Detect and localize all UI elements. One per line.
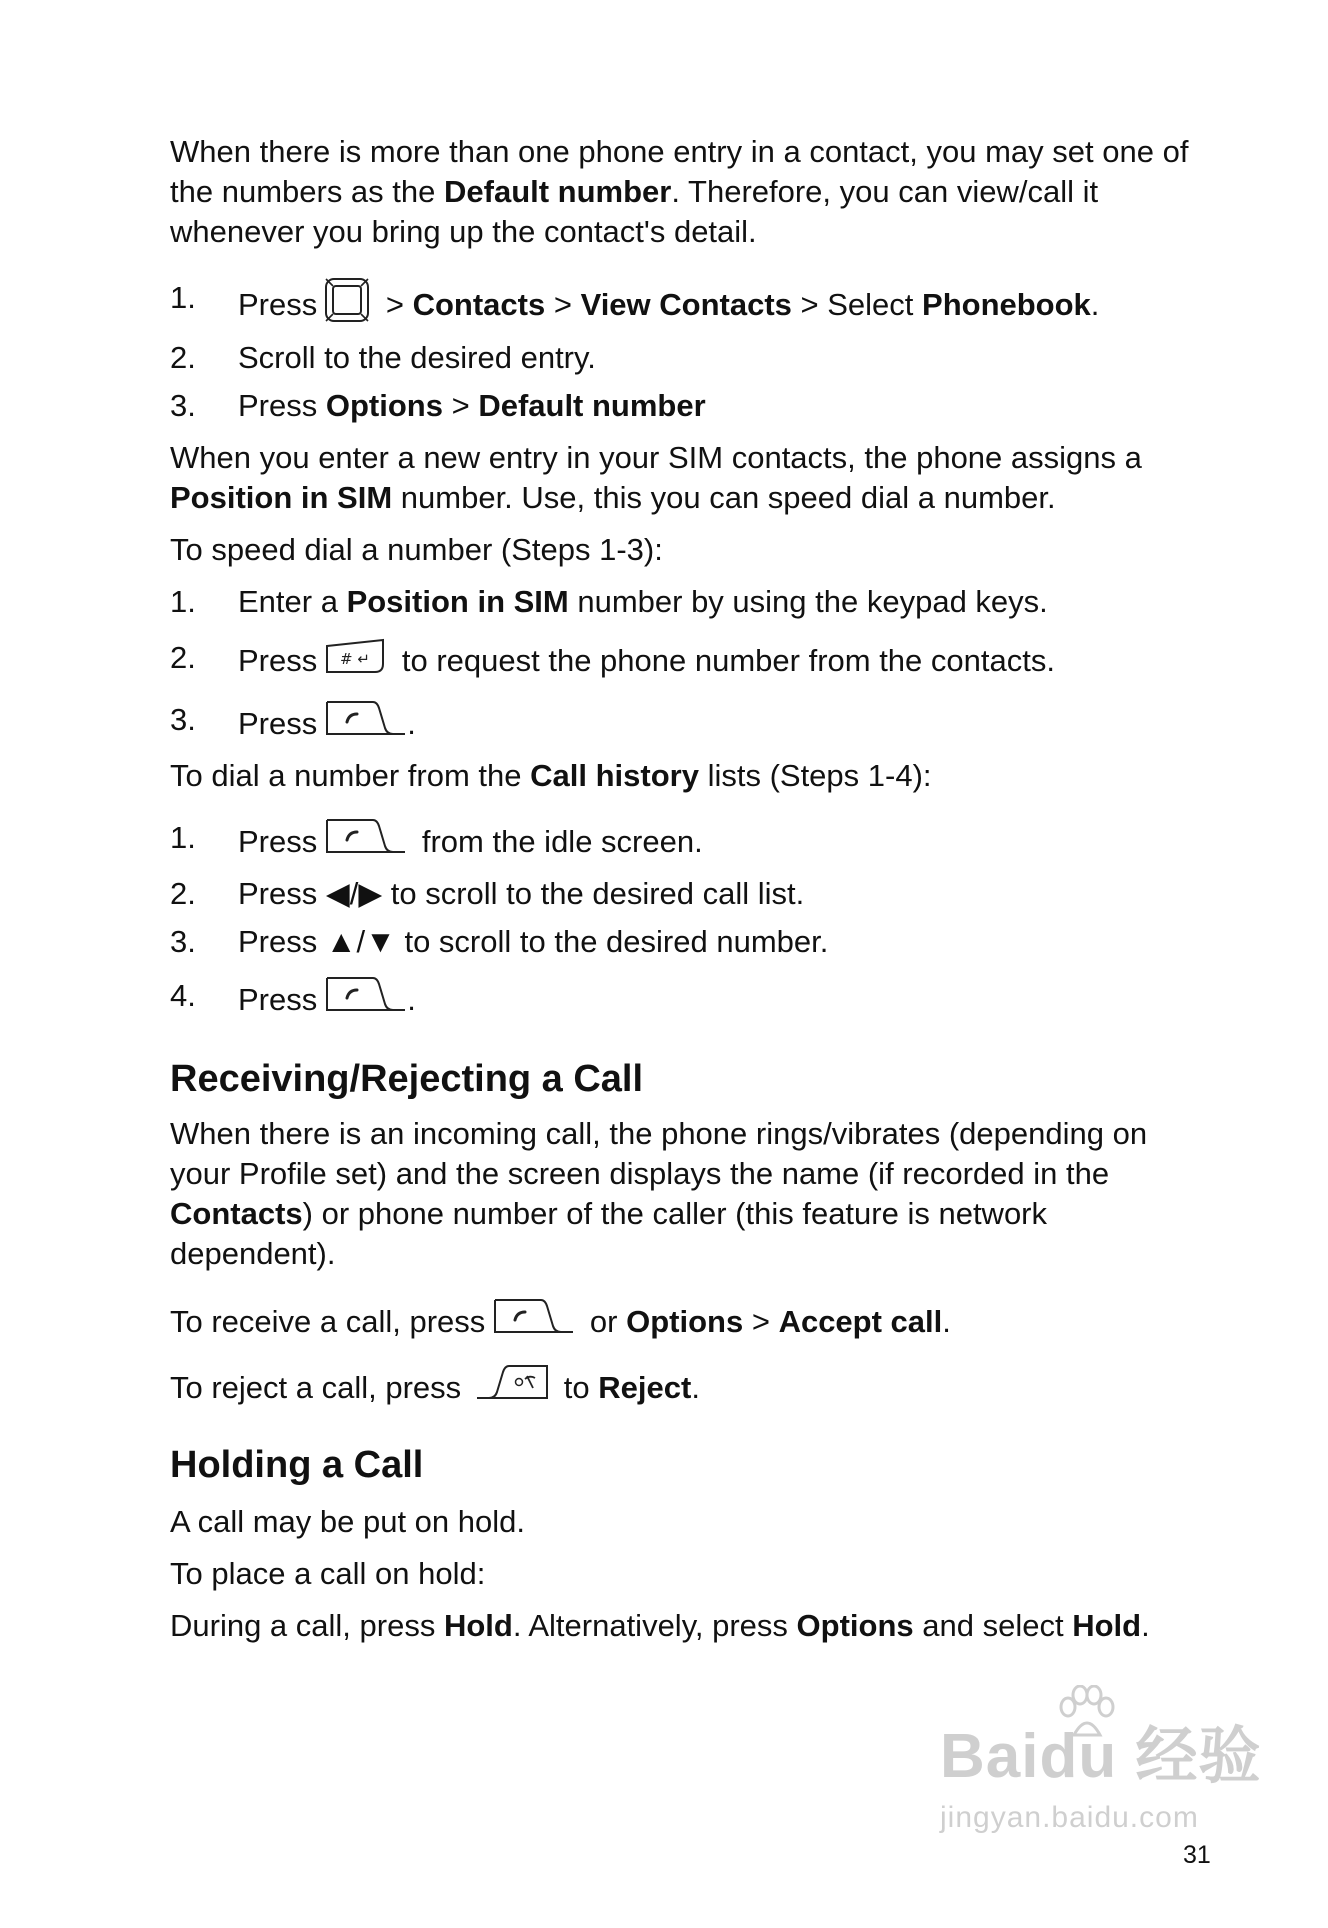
- speed-dial-intro: To speed dial a number (Steps 1-3):: [170, 532, 663, 567]
- left-right-arrow-icon: ◀/▶: [325, 876, 383, 911]
- paw-icon: [1056, 1685, 1116, 1741]
- up-down-arrow-icon: ▲/▼: [325, 924, 396, 959]
- hash-key-icon: [323, 636, 387, 686]
- menu-key-icon: [323, 276, 371, 334]
- page-number: 31: [1183, 1841, 1211, 1869]
- send-key-icon: [323, 974, 407, 1026]
- section-heading-holding: Holding a Call: [170, 1444, 424, 1486]
- send-key-icon: [491, 1296, 575, 1348]
- send-key-icon: [323, 698, 407, 750]
- sim-paragraph: When you enter a new entry in your SIM contacts, the phone assigns a Position in SIM number. Use, this you can speed dial a number.: [170, 440, 1142, 515]
- send-key-icon: [323, 816, 407, 868]
- end-key-icon: [475, 1362, 549, 1414]
- svg-text:# ↵: # ↵: [340, 650, 371, 668]
- receiving-paragraph: When there is an incoming call, the phone rings/vibrates (depending on your Profile set) and the screen displays the name (if recorded in the Contacts) or phone number of the caller (this feature is network dependent).: [170, 1116, 1148, 1271]
- intro-paragraph: When there is more than one phone entry in a contact, you may set one of the numbers as the Default number. Therefore, you can view/call it whenever you bring up the contact's detail.: [170, 134, 1189, 249]
- holding-paragraph: During a call, press Hold. Alternatively, press Options and select Hold.: [170, 1608, 1150, 1643]
- baidu-jingyan-watermark: Baidu 经验 jingyan.baidu.com: [940, 1725, 1261, 1835]
- section-heading-receiving: Receiving/Rejecting a Call: [170, 1058, 644, 1100]
- holding-paragraph: A call may be put on hold.: [170, 1504, 526, 1539]
- history-intro: To dial a number from the Call history lists (Steps 1-4):: [170, 758, 932, 793]
- holding-paragraph: To place a call on hold:: [170, 1556, 486, 1591]
